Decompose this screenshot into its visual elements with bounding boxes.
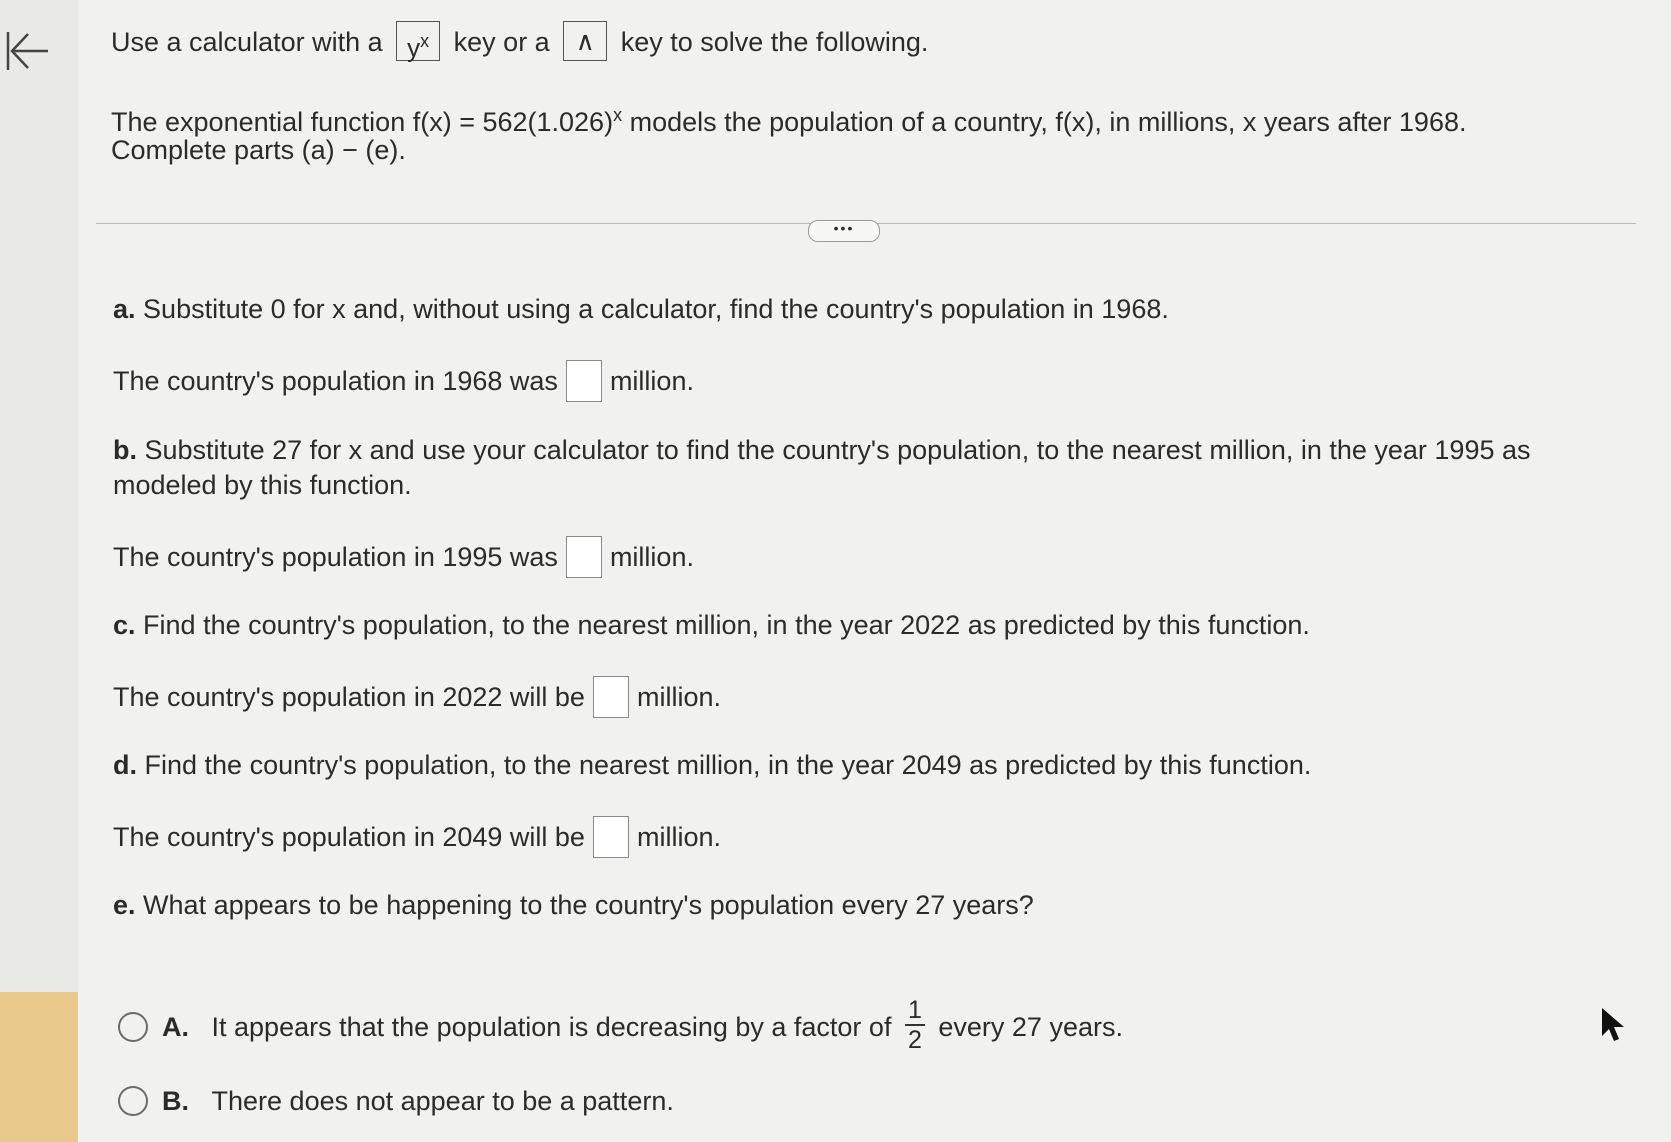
more-button[interactable]: ••• [808, 220, 880, 242]
option-b-radio[interactable] [118, 1086, 148, 1116]
part-b-answer-line: The country's population in 1995 was million. [113, 538, 694, 580]
answer-input-d[interactable] [593, 816, 629, 858]
part-c-answer-line: The country's population in 2022 will be million. [113, 678, 721, 720]
mouse-cursor-icon [1598, 1006, 1628, 1044]
answer-input-c[interactable] [593, 676, 629, 718]
instruction-line [111, 24, 928, 64]
back-arrow-icon[interactable] [4, 28, 50, 74]
part-b-question-2: modeled by this function. [113, 470, 412, 500]
option-b[interactable]: B. There does not appear to be a pattern. [118, 1084, 674, 1118]
problem-line-2: Complete parts (a) − (e). [111, 135, 406, 165]
answer-input-b[interactable] [566, 536, 602, 578]
part-c-question: c. Find the country's population, to the nearest million, in the year 2022 as predicted by this function. [113, 610, 1310, 640]
option-a[interactable]: A. It appears that the population is decreasing by a factor of $\frac{1}{2}$ every 27 years. [118, 1000, 1123, 1058]
part-d-answer-line: The country's population in 2049 will be million. [113, 818, 721, 860]
option-a-radio[interactable] [118, 1012, 148, 1042]
answer-input-a[interactable] [566, 360, 602, 402]
instruction-or: key or a [453, 27, 550, 58]
part-e-question: e. What appears to be happening to the country's population every 27 years? [113, 890, 1034, 920]
left-strip [0, 0, 78, 1142]
instruction-pre: Use a calculator with a [111, 27, 383, 58]
part-a-answer-line: The country's population in 1968 was million. [113, 362, 694, 404]
problem-line-1: The exponential function $f(x) = 562(1.026)^x$ models the population of a country, f(x), in millions, x years after 1968. [111, 105, 1467, 137]
fraction-one-half: $\frac{1}{2}$ [905, 996, 925, 1054]
part-d-question: d. Find the country's population, to the nearest million, in the year 2049 as predicted by this function. [113, 750, 1312, 780]
power-key-yx: $y^x$ [396, 21, 440, 61]
part-a-question: a. Substitute 0 for x and, without using a calculator, find the country's population in 1968. [113, 294, 1169, 324]
caret-key: ∧ [563, 21, 607, 61]
left-accent-block [0, 992, 78, 1142]
part-b-question-1: b. Substitute 27 for x and use your calculator to find the country's population, to the nearest million, in the year 1995 as [113, 435, 1531, 465]
instruction-post: key to solve the following. [620, 27, 929, 58]
